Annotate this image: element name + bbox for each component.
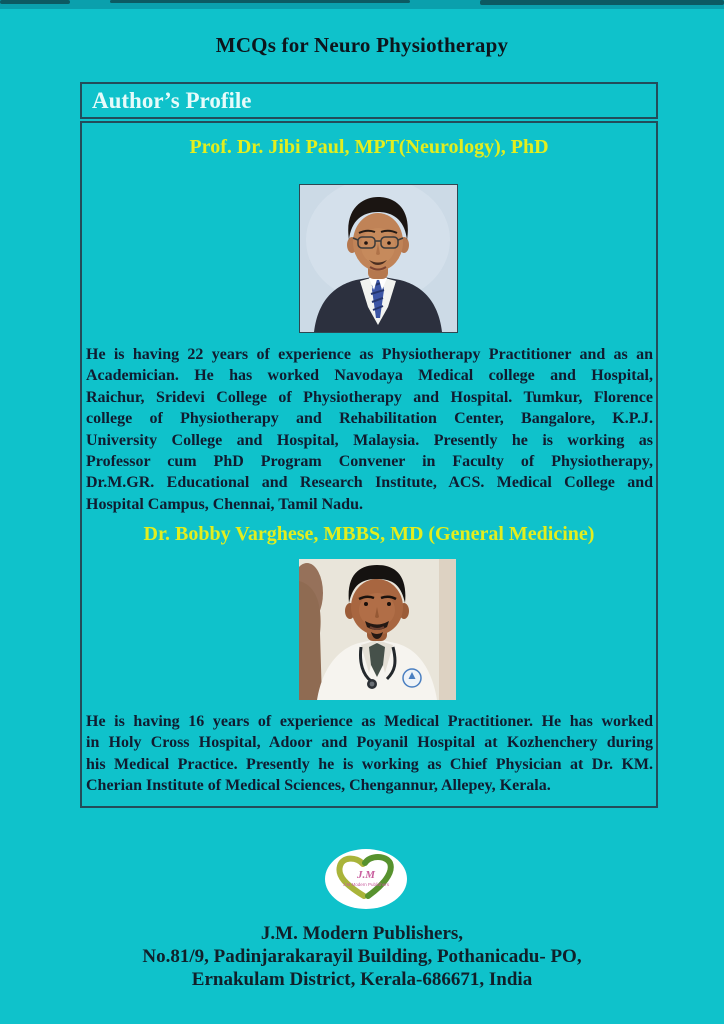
author-name-heading-2: Dr. Bobby Varghese, MBBS, MD (General Medicine) [143,523,595,545]
publisher-address-block [0,922,724,991]
bio-line: in Holy Cross Hospital, Adoor and Poyanil Hospital at Kozhenchery during [86,734,653,752]
bio-line: his Medical Practice. Presently he is working as Chief Physician at Dr. KM. [86,755,653,773]
logo-monogram: J.M [356,869,376,881]
scan-smudge [480,0,724,5]
author-bio-1 [86,344,653,515]
author-name-heading-1: Prof. Dr. Jibi Paul, MPT(Neurology), PhD [189,136,549,158]
bio-line: University College and Hospital, Malaysia. Presently he is working as [86,431,653,449]
bio-line: Cherian Institute of Medical Sciences, Chengannur, Allepey, Kerala. [86,777,551,795]
authors-profile-header-label: Author’s Profile [92,87,252,113]
author-photo-1 [299,184,458,333]
bio-line: He is having 22 years of experience as Physiotherapy Practitioner and as an [86,346,653,363]
logo-label: J.M Modern Publishers [342,882,390,887]
bio-line: Dr.M.GR. Educational and Research Institute, ACS. Medical College and [86,474,653,492]
bio-line: Academician. He has worked Navodaya Medical college and Hospital, [86,367,653,385]
bio-line: Professor cum PhD Program Convener in Faculty of Physiotherapy, [86,453,653,471]
publisher-logo [324,848,408,910]
scan-edge-artifact [0,0,724,9]
publisher-name-line: J.M. Modern Publishers, [260,923,464,944]
publisher-address-line: Ernakulam District, Kerala-686671, India [191,969,533,990]
bio-line: He is having 16 years of experience as Medical Practitioner. He has worked [86,713,653,730]
bio-line: Raichur, Sridevi College of Physiotherapy and Hospital. Tumkur, Florence [86,388,653,406]
author-photo-2 [299,559,456,700]
green-heart-logo-icon [324,848,408,910]
scan-smudge [0,0,70,4]
scan-smudge [110,0,410,3]
bio-line: college of Physiotherapy and Rehabilitation Center, Bangalore, K.P.J. [86,410,653,428]
authors-profile-header [80,82,658,119]
author-bio-2 [86,711,653,797]
publisher-address-line: No.81/9, Padinjarakarayil Building, Pothanicadu- PO, [142,946,582,967]
page-title: MCQs for Neuro Physiotherapy [215,33,509,57]
bio-line: Hospital Campus, Chennai, Tamil Nadu. [86,495,363,513]
